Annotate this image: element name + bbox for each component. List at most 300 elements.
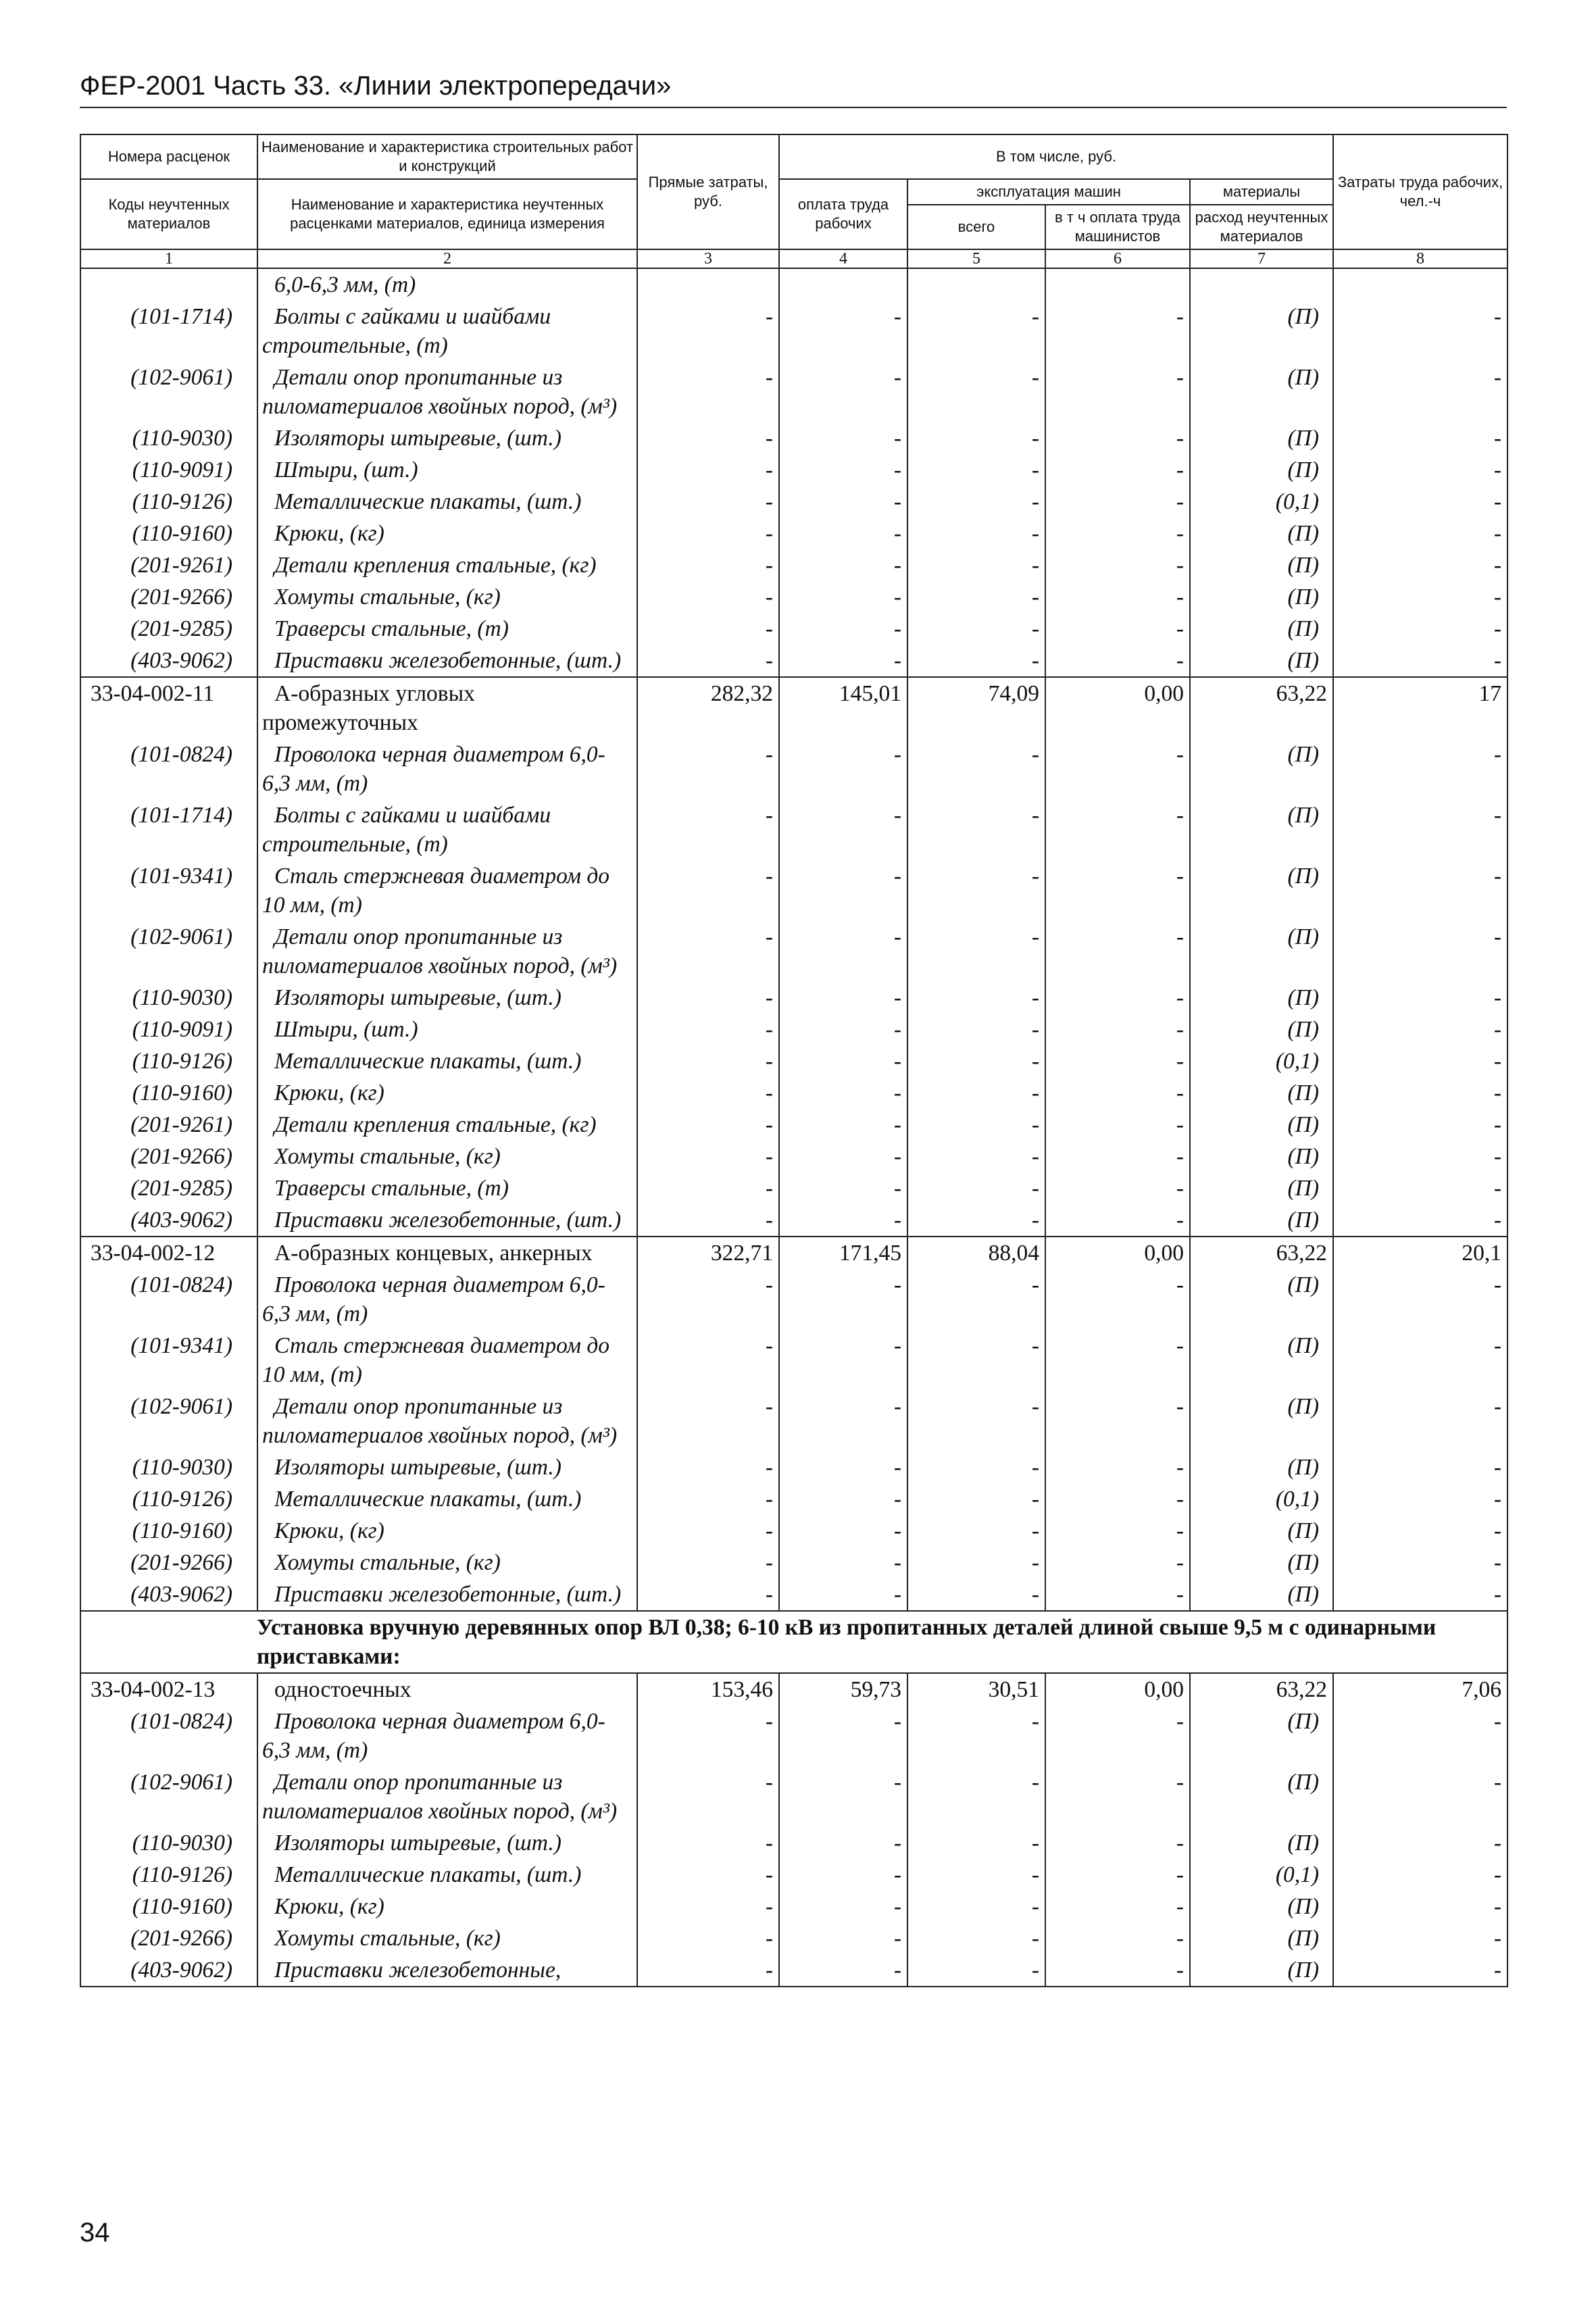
section-heading-row — [80, 1611, 1507, 1673]
operator-pay-cell: - — [1045, 518, 1190, 549]
material-consumption-cell: (П) — [1190, 1141, 1333, 1172]
name-text: Болты с гайками и шайбами строительные, (т) — [262, 803, 551, 857]
material-row — [80, 581, 1507, 613]
material-row — [80, 1483, 1507, 1515]
name-text: Хомуты стальные, (кг) — [274, 584, 501, 609]
name-cell — [257, 1922, 637, 1954]
worker-pay-cell: - — [779, 581, 907, 613]
name-text: Изоляторы штыревые, (шт.) — [274, 1831, 562, 1856]
header-labor-costs: Затраты труда рабочих, чел.-ч — [1333, 134, 1507, 249]
material-row — [80, 454, 1507, 486]
operator-pay-cell: - — [1045, 1483, 1190, 1515]
material-consumption-cell: (П) — [1190, 518, 1333, 549]
material-consumption-cell: (П) — [1190, 1077, 1333, 1109]
operator-pay-cell: - — [1045, 1891, 1190, 1922]
operator-pay-cell: - — [1045, 1515, 1190, 1547]
worker-pay-cell: - — [779, 982, 907, 1014]
material-consumption-cell: (П) — [1190, 1515, 1333, 1547]
machines-total-cell: - — [907, 581, 1045, 613]
column-number: 8 — [1333, 249, 1507, 268]
worker-pay-cell: - — [779, 1578, 907, 1611]
labor-cost-cell: - — [1333, 1141, 1507, 1172]
direct-cost-cell: - — [637, 1515, 779, 1547]
material-consumption-cell: (П) — [1190, 362, 1333, 422]
material-row — [80, 268, 1507, 301]
worker-pay-cell: - — [779, 1141, 907, 1172]
labor-cost-cell: - — [1333, 1547, 1507, 1578]
operator-pay-cell: - — [1045, 1706, 1190, 1766]
worker-pay-cell: - — [779, 1706, 907, 1766]
material-consumption-cell: (0,1) — [1190, 1045, 1333, 1077]
labor-cost-cell: 7,06 — [1333, 1673, 1507, 1706]
name-cell — [257, 1515, 637, 1547]
worker-pay-cell: - — [779, 1859, 907, 1891]
page-number: 34 — [80, 2218, 110, 2247]
labor-cost-cell: - — [1333, 739, 1507, 799]
labor-cost-cell: - — [1333, 454, 1507, 486]
name-cell — [257, 1172, 637, 1204]
operator-pay-cell: - — [1045, 1547, 1190, 1578]
machines-total-cell — [907, 268, 1045, 301]
name-cell — [257, 454, 637, 486]
worker-pay-cell: - — [779, 1547, 907, 1578]
name-cell — [257, 645, 637, 677]
code-cell: (201-9261) — [80, 549, 257, 581]
code-cell: (101-0824) — [80, 739, 257, 799]
labor-cost-cell: - — [1333, 1766, 1507, 1827]
material-row — [80, 549, 1507, 581]
column-number: 1 — [80, 249, 257, 268]
operator-pay-cell: - — [1045, 860, 1190, 921]
material-consumption-cell: (П) — [1190, 581, 1333, 613]
worker-pay-cell: - — [779, 1269, 907, 1330]
direct-cost-cell: - — [637, 1045, 779, 1077]
worker-pay-cell: - — [779, 1451, 907, 1483]
material-consumption-cell — [1190, 268, 1333, 301]
direct-cost-cell: - — [637, 645, 779, 677]
name-text: Хомуты стальные, (кг) — [274, 1144, 501, 1169]
operator-pay-cell: - — [1045, 1859, 1190, 1891]
worker-pay-cell: - — [779, 1891, 907, 1922]
direct-cost-cell: - — [637, 1204, 779, 1237]
direct-cost-cell: - — [637, 454, 779, 486]
labor-cost-cell: - — [1333, 518, 1507, 549]
table-body — [80, 268, 1507, 1987]
machines-total-cell: - — [907, 1922, 1045, 1954]
labor-cost-cell: - — [1333, 860, 1507, 921]
operator-pay-cell: - — [1045, 422, 1190, 454]
material-row — [80, 1172, 1507, 1204]
worker-pay-cell: - — [779, 921, 907, 982]
name-cell — [257, 362, 637, 422]
operator-pay-cell: - — [1045, 1077, 1190, 1109]
material-row — [80, 613, 1507, 645]
worker-pay-cell — [779, 268, 907, 301]
material-row — [80, 921, 1507, 982]
code-cell: (110-9030) — [80, 1827, 257, 1859]
code-cell: (110-9126) — [80, 1045, 257, 1077]
header-operator-pay: в т ч оплата труда машинистов — [1045, 205, 1190, 249]
operator-pay-cell: - — [1045, 1109, 1190, 1141]
name-text: Металлические плакаты, (шт.) — [274, 1862, 582, 1887]
direct-cost-cell: - — [637, 422, 779, 454]
labor-cost-cell: - — [1333, 1451, 1507, 1483]
worker-pay-cell: - — [779, 1827, 907, 1859]
worker-pay-cell: - — [779, 454, 907, 486]
material-consumption-cell: (П) — [1190, 301, 1333, 362]
name-cell — [257, 921, 637, 982]
material-row — [80, 1077, 1507, 1109]
name-cell — [257, 1954, 637, 1987]
material-row — [80, 645, 1507, 677]
material-consumption-cell: (П) — [1190, 921, 1333, 982]
machines-total-cell: - — [907, 1172, 1045, 1204]
worker-pay-cell: - — [779, 645, 907, 677]
operator-pay-cell: - — [1045, 1330, 1190, 1391]
code-cell: (110-9091) — [80, 454, 257, 486]
direct-cost-cell: 282,32 — [637, 677, 779, 739]
operator-pay-cell: 0,00 — [1045, 677, 1190, 739]
labor-cost-cell: 20,1 — [1333, 1237, 1507, 1269]
material-consumption-cell: (П) — [1190, 1172, 1333, 1204]
direct-cost-cell: - — [637, 1172, 779, 1204]
name-cell — [257, 1330, 637, 1391]
worker-pay-cell: - — [779, 549, 907, 581]
direct-cost-cell: - — [637, 739, 779, 799]
header-direct-costs: Прямые затраты, руб. — [637, 134, 779, 249]
operator-pay-cell: 0,00 — [1045, 1673, 1190, 1706]
machines-total-cell: 88,04 — [907, 1237, 1045, 1269]
machines-total-cell: 74,09 — [907, 677, 1045, 739]
code-cell: (102-9061) — [80, 1391, 257, 1451]
labor-cost-cell: - — [1333, 1204, 1507, 1237]
code-cell: (110-9160) — [80, 1077, 257, 1109]
direct-cost-cell: - — [637, 1483, 779, 1515]
worker-pay-cell: - — [779, 1109, 907, 1141]
labor-cost-cell: - — [1333, 1515, 1507, 1547]
material-row — [80, 1269, 1507, 1330]
worker-pay-cell: - — [779, 301, 907, 362]
direct-cost-cell: - — [637, 1141, 779, 1172]
operator-pay-cell: - — [1045, 1172, 1190, 1204]
direct-cost-cell: - — [637, 301, 779, 362]
material-row — [80, 1922, 1507, 1954]
direct-cost-cell: - — [637, 799, 779, 860]
machines-total-cell: - — [907, 1014, 1045, 1045]
operator-pay-cell: - — [1045, 613, 1190, 645]
machines-total-cell: - — [907, 613, 1045, 645]
labor-cost-cell: 17 — [1333, 677, 1507, 739]
name-text: Траверсы стальные, (т) — [274, 616, 509, 641]
machines-total-cell: - — [907, 1045, 1045, 1077]
worker-pay-cell: - — [779, 1014, 907, 1045]
material-row — [80, 1391, 1507, 1451]
column-number: 2 — [257, 249, 637, 268]
header-numbers: Номера расценок — [80, 134, 257, 179]
machines-total-cell: - — [907, 739, 1045, 799]
material-row — [80, 518, 1507, 549]
header-worker-pay: оплата труда рабочих — [779, 179, 907, 249]
machines-total-cell: - — [907, 1515, 1045, 1547]
name-text: Траверсы стальные, (т) — [274, 1176, 509, 1201]
direct-cost-cell: - — [637, 1269, 779, 1330]
code-cell: (101-1714) — [80, 301, 257, 362]
material-row — [80, 422, 1507, 454]
code-cell: (201-9266) — [80, 581, 257, 613]
operator-pay-cell: - — [1045, 739, 1190, 799]
labor-cost-cell: - — [1333, 982, 1507, 1014]
name-text: Приставки железобетонные, — [274, 1958, 562, 1983]
material-row — [80, 1766, 1507, 1827]
name-text: Детали крепления стальные, (кг) — [274, 1112, 597, 1137]
name-cell — [257, 518, 637, 549]
material-row — [80, 1547, 1507, 1578]
material-consumption-cell: (П) — [1190, 739, 1333, 799]
name-cell — [257, 1014, 637, 1045]
material-row — [80, 1706, 1507, 1766]
direct-cost-cell: - — [637, 1330, 779, 1391]
labor-cost-cell: - — [1333, 486, 1507, 518]
code-cell: 33-04-002-11 — [80, 677, 257, 739]
operator-pay-cell: - — [1045, 1045, 1190, 1077]
machines-total-cell: - — [907, 1204, 1045, 1237]
worker-pay-cell: - — [779, 422, 907, 454]
labor-cost-cell: - — [1333, 1391, 1507, 1451]
material-consumption-cell: (0,1) — [1190, 1859, 1333, 1891]
material-consumption-cell: (П) — [1190, 1922, 1333, 1954]
name-text: Болты с гайками и шайбами строительные, (т) — [262, 304, 551, 358]
material-row — [80, 1515, 1507, 1547]
code-cell — [80, 268, 257, 301]
direct-cost-cell: - — [637, 518, 779, 549]
name-cell — [257, 1391, 637, 1451]
header-material-consumption: расход неучтенных материалов — [1190, 205, 1333, 249]
worker-pay-cell: - — [779, 362, 907, 422]
operator-pay-cell: - — [1045, 1141, 1190, 1172]
code-cell: (110-9126) — [80, 486, 257, 518]
operator-pay-cell: - — [1045, 1269, 1190, 1330]
machines-total-cell: - — [907, 1827, 1045, 1859]
name-text: А-образных концевых, анкерных — [274, 1241, 593, 1266]
operator-pay-cell: - — [1045, 1827, 1190, 1859]
name-text: Изоляторы штыревые, (шт.) — [274, 1455, 562, 1480]
material-consumption-cell: (П) — [1190, 1827, 1333, 1859]
rate-row — [80, 1237, 1507, 1269]
name-cell — [257, 860, 637, 921]
labor-cost-cell: - — [1333, 1827, 1507, 1859]
name-cell — [257, 1237, 637, 1269]
direct-cost-cell: - — [637, 1891, 779, 1922]
labor-cost-cell: - — [1333, 1859, 1507, 1891]
name-cell — [257, 677, 637, 739]
worker-pay-cell: - — [779, 1391, 907, 1451]
code-cell: (201-9285) — [80, 1172, 257, 1204]
machines-total-cell: - — [907, 1578, 1045, 1611]
machines-total-cell: - — [907, 1141, 1045, 1172]
labor-cost-cell: - — [1333, 1014, 1507, 1045]
material-row — [80, 1109, 1507, 1141]
name-text: Сталь стержневая диаметром до 10 мм, (т) — [262, 864, 610, 918]
name-cell — [257, 1673, 637, 1706]
direct-cost-cell: - — [637, 1766, 779, 1827]
direct-cost-cell: - — [637, 1451, 779, 1483]
name-cell — [257, 1204, 637, 1237]
code-cell: (110-9030) — [80, 1451, 257, 1483]
name-cell — [257, 422, 637, 454]
worker-pay-cell: - — [779, 518, 907, 549]
material-row — [80, 301, 1507, 362]
machines-total-cell: - — [907, 518, 1045, 549]
labor-cost-cell: - — [1333, 1330, 1507, 1391]
name-text: Детали опор пропитанные из пиломатериалов хвойных пород, (м³) — [262, 1394, 618, 1448]
column-number: 3 — [637, 249, 779, 268]
code-cell: (101-9341) — [80, 1330, 257, 1391]
direct-cost-cell: - — [637, 486, 779, 518]
material-consumption-cell: (П) — [1190, 1706, 1333, 1766]
material-consumption-cell: 63,22 — [1190, 1237, 1333, 1269]
header-materials: материалы — [1190, 179, 1333, 205]
code-cell: (110-9091) — [80, 1014, 257, 1045]
header-machines: эксплуатация машин — [907, 179, 1190, 205]
operator-pay-cell: - — [1045, 921, 1190, 982]
machines-total-cell: - — [907, 1859, 1045, 1891]
material-consumption-cell: (П) — [1190, 549, 1333, 581]
material-consumption-cell: (0,1) — [1190, 1483, 1333, 1515]
name-text: Штыри, (шт.) — [274, 457, 418, 482]
code-cell: (101-0824) — [80, 1706, 257, 1766]
name-text: Приставки железобетонные, (шт.) — [274, 1208, 622, 1233]
material-consumption-cell: (П) — [1190, 645, 1333, 677]
worker-pay-cell: 59,73 — [779, 1673, 907, 1706]
machines-total-cell: - — [907, 301, 1045, 362]
code-cell: (201-9285) — [80, 613, 257, 645]
operator-pay-cell: - — [1045, 645, 1190, 677]
code-cell: (102-9061) — [80, 921, 257, 982]
direct-cost-cell: - — [637, 362, 779, 422]
material-consumption-cell: (П) — [1190, 1766, 1333, 1827]
labor-cost-cell: - — [1333, 1077, 1507, 1109]
worker-pay-cell: - — [779, 1515, 907, 1547]
name-text: Крюки, (кг) — [274, 1518, 384, 1543]
operator-pay-cell: - — [1045, 799, 1190, 860]
machines-total-cell: - — [907, 1269, 1045, 1330]
name-cell — [257, 1269, 637, 1330]
operator-pay-cell: - — [1045, 1922, 1190, 1954]
labor-cost-cell: - — [1333, 799, 1507, 860]
worker-pay-cell: - — [779, 1204, 907, 1237]
operator-pay-cell: - — [1045, 1451, 1190, 1483]
machines-total-cell: - — [907, 549, 1045, 581]
material-consumption-cell: (П) — [1190, 1954, 1333, 1987]
material-row — [80, 1891, 1507, 1922]
labor-cost-cell: - — [1333, 613, 1507, 645]
name-cell — [257, 1547, 637, 1578]
code-cell: (110-9160) — [80, 518, 257, 549]
name-cell — [257, 1109, 637, 1141]
material-consumption-cell: (П) — [1190, 1891, 1333, 1922]
machines-total-cell: - — [907, 1954, 1045, 1987]
direct-cost-cell: - — [637, 1109, 779, 1141]
name-cell — [257, 1578, 637, 1611]
worker-pay-cell: - — [779, 1330, 907, 1391]
operator-pay-cell: - — [1045, 362, 1190, 422]
machines-total-cell: - — [907, 362, 1045, 422]
name-cell — [257, 982, 637, 1014]
direct-cost-cell: - — [637, 921, 779, 982]
operator-pay-cell: - — [1045, 1578, 1190, 1611]
material-consumption-cell: (П) — [1190, 1269, 1333, 1330]
material-consumption-cell: (П) — [1190, 799, 1333, 860]
machines-total-cell: - — [907, 1891, 1045, 1922]
code-cell: (110-9160) — [80, 1515, 257, 1547]
direct-cost-cell: - — [637, 982, 779, 1014]
code-cell: (201-9266) — [80, 1547, 257, 1578]
section-heading: Установка вручную деревянных опор ВЛ 0,38; 6-10 кВ из пропитанных деталей длиной свыше 9,5 м с одинарными приставками: — [80, 1611, 1507, 1673]
direct-cost-cell: - — [637, 1077, 779, 1109]
name-text: Крюки, (кг) — [274, 521, 384, 546]
worker-pay-cell: 171,45 — [779, 1237, 907, 1269]
labor-cost-cell: - — [1333, 921, 1507, 982]
name-text: Проволока черная диаметром 6,0-6,3 мм, (т) — [262, 1709, 605, 1763]
name-text: Детали опор пропитанные из пиломатериалов хвойных пород, (м³) — [262, 1770, 618, 1824]
name-text: А-образных угловых промежуточных — [262, 681, 475, 735]
code-cell: (201-9261) — [80, 1109, 257, 1141]
machines-total-cell: - — [907, 921, 1045, 982]
material-consumption-cell: (П) — [1190, 1109, 1333, 1141]
code-cell: (403-9062) — [80, 645, 257, 677]
code-cell: (110-9030) — [80, 982, 257, 1014]
operator-pay-cell: - — [1045, 1204, 1190, 1237]
machines-total-cell: - — [907, 1077, 1045, 1109]
code-cell: 33-04-002-13 — [80, 1673, 257, 1706]
material-consumption-cell: (П) — [1190, 982, 1333, 1014]
operator-pay-cell: - — [1045, 549, 1190, 581]
operator-pay-cell: - — [1045, 581, 1190, 613]
labor-cost-cell: - — [1333, 301, 1507, 362]
price-table — [80, 134, 1508, 1987]
rate-row — [80, 677, 1507, 739]
code-cell: (101-9341) — [80, 860, 257, 921]
material-consumption-cell: (П) — [1190, 1014, 1333, 1045]
name-cell — [257, 1077, 637, 1109]
column-numbers-row — [80, 249, 1507, 268]
direct-cost-cell: - — [637, 1859, 779, 1891]
name-cell — [257, 1859, 637, 1891]
name-text: Детали крепления стальные, (кг) — [274, 553, 597, 578]
material-consumption-cell: (П) — [1190, 860, 1333, 921]
material-consumption-cell: (П) — [1190, 454, 1333, 486]
material-row — [80, 1045, 1507, 1077]
labor-cost-cell: - — [1333, 1578, 1507, 1611]
material-consumption-cell: (П) — [1190, 1330, 1333, 1391]
labor-cost-cell: - — [1333, 1109, 1507, 1141]
machines-total-cell: 30,51 — [907, 1673, 1045, 1706]
labor-cost-cell: - — [1333, 362, 1507, 422]
name-text: Проволока черная диаметром 6,0-6,3 мм, (т) — [262, 742, 605, 796]
material-row — [80, 1859, 1507, 1891]
worker-pay-cell: - — [779, 1922, 907, 1954]
worker-pay-cell: - — [779, 739, 907, 799]
labor-cost-cell: - — [1333, 1045, 1507, 1077]
direct-cost-cell: - — [637, 1827, 779, 1859]
name-cell — [257, 1706, 637, 1766]
machines-total-cell: - — [907, 1706, 1045, 1766]
worker-pay-cell: - — [779, 1045, 907, 1077]
worker-pay-cell: - — [779, 1077, 907, 1109]
name-text: Хомуты стальные, (кг) — [274, 1550, 501, 1575]
labor-cost-cell: - — [1333, 1483, 1507, 1515]
machines-total-cell: - — [907, 799, 1045, 860]
